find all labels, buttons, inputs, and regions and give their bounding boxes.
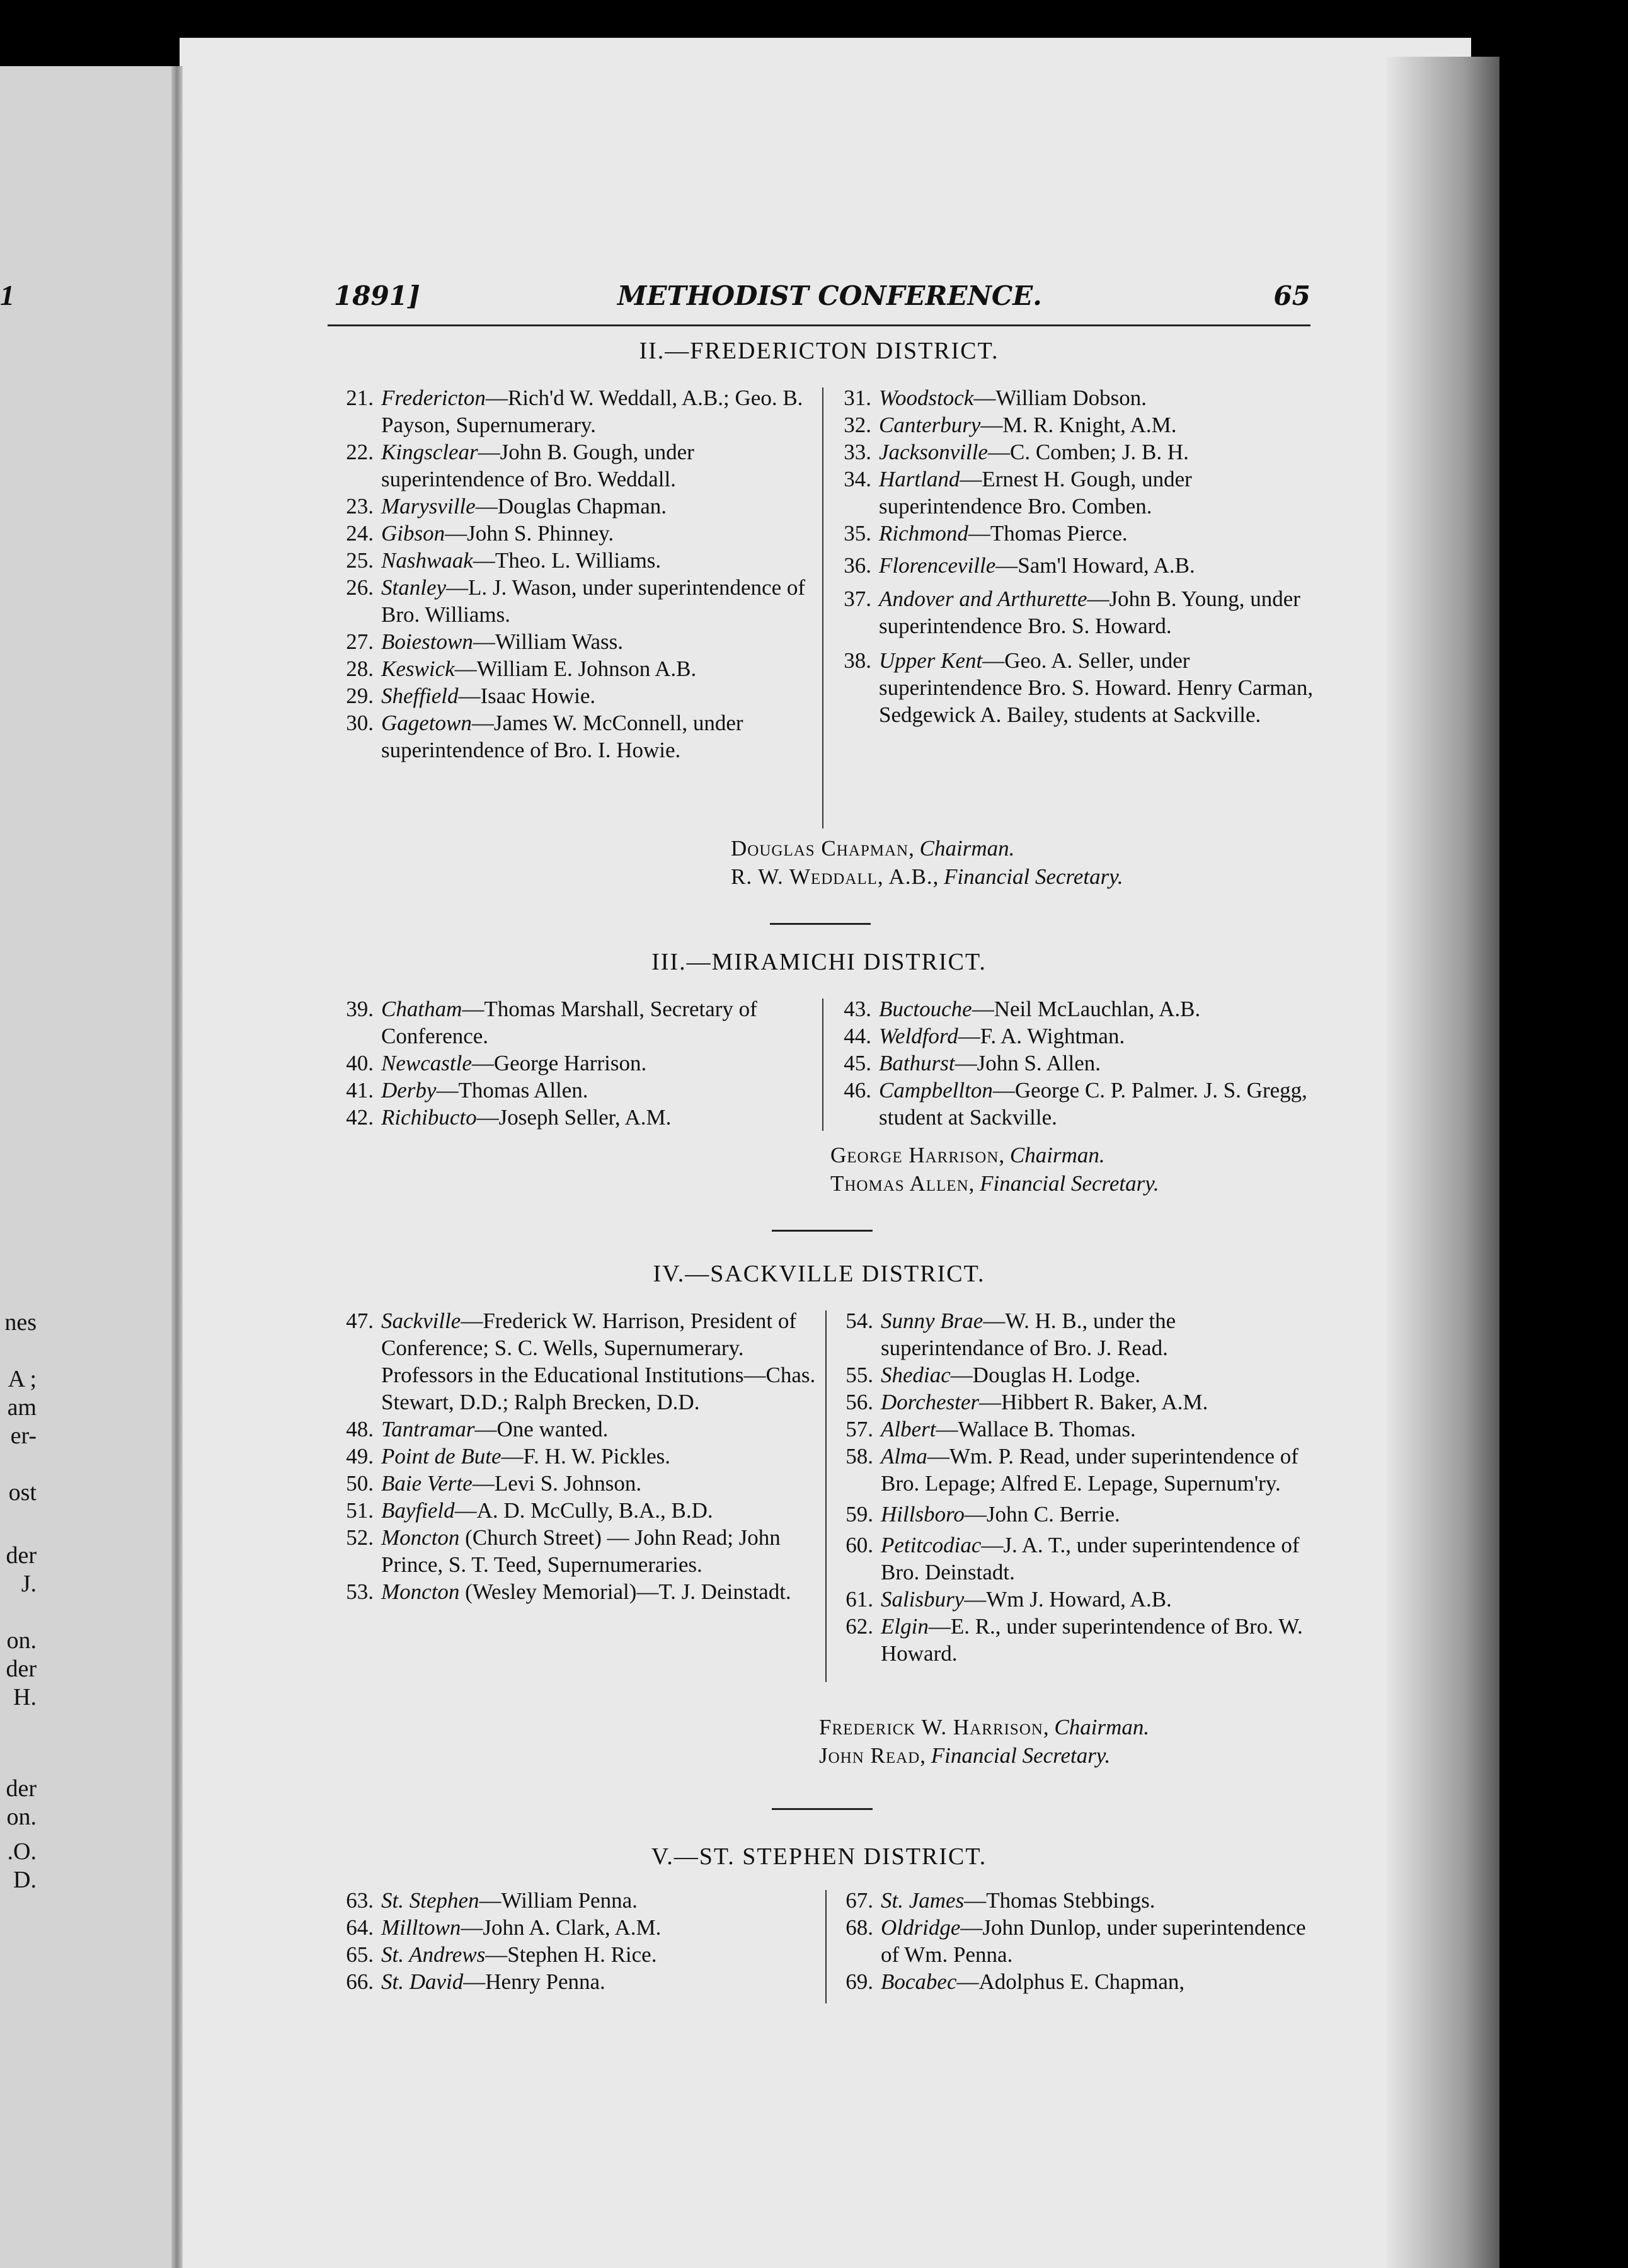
circuit-entry: 42. Richibucto—Joseph Seller, A.M. [346, 1105, 672, 1130]
left-fragment: J. [21, 1571, 37, 1597]
section-rule [772, 1230, 873, 1232]
chairman-signature: Frederick W. Harrison, Chairman. [819, 1715, 1150, 1739]
column-divider [825, 1890, 827, 2003]
circuit-entry: 56. Dorchester—Hibbert R. Baker, A.M. [846, 1390, 1208, 1414]
circuit-entry: 52. Moncton (Church Street) — John Read; John Prince, S. T. Teed, Supernumeraries. [346, 1525, 781, 1577]
circuit-entry: 47. Sackville—Frederick W. Harrison, President of Conference; S. C. Wells, Supernumerary. Professors in the Educational Institutions—Chas. Stewart, D.D.; Ralph Brecken, D.D. [346, 1309, 816, 1414]
circuit-entry: 44. Weldford—F. A. Wightman. [844, 1024, 1125, 1048]
binding-gutter [171, 66, 183, 2268]
circuit-entry: 26. Stanley—L. J. Wason, under superintendence of Bro. Williams. [346, 575, 806, 627]
secretary-signature: John Read, Financial Secretary. [819, 1743, 1111, 1768]
district-title: II.—FREDERICTON DISTRICT. [639, 338, 999, 364]
circuit-entry: 61. Salisbury—Wm J. Howard, A.B. [846, 1587, 1172, 1612]
circuit-entry: 33. Jacksonville—C. Comben; J. B. H. [844, 440, 1189, 464]
circuit-entry: 40. Newcastle—George Harrison. [346, 1051, 647, 1075]
header-year: 1891] [334, 280, 420, 311]
left-fragment: der [6, 1656, 37, 1682]
circuit-entry: 29. Sheffield—Isaac Howie. [346, 684, 596, 708]
circuit-entry: 50. Baie Verte—Levi S. Johnson. [346, 1471, 642, 1496]
circuit-entry: 46. Campbellton—George C. P. Palmer. J. S. Gregg, student at Sackville. [844, 1078, 1307, 1130]
column-divider [822, 387, 823, 828]
district-right-column [830, 1307, 1317, 1667]
left-page-edge [0, 66, 180, 2268]
circuit-entry: 55. Shediac—Douglas H. Lodge. [846, 1363, 1141, 1387]
circuit-entry: 22. Kingsclear—John B. Gough, under superintendence of Bro. Weddall. [346, 440, 694, 491]
circuit-entry: 68. Oldridge—John Dunlop, under superintendence of Wm. Penna. [846, 1915, 1306, 1967]
left-fragment: D. [13, 1867, 37, 1893]
district-left-column [331, 384, 816, 764]
circuit-entry: 53. Moncton (Wesley Memorial)—T. J. Deinstadt. [346, 1579, 791, 1604]
district-title: IV.—SACKVILLE DISTRICT. [653, 1261, 985, 1287]
circuit-entry: 34. Hartland—Ernest H. Gough, under superintendence Bro. Comben. [844, 467, 1192, 518]
circuit-entry: 27. Boiestown—William Wass. [346, 629, 623, 654]
left-fragment: A ; [8, 1366, 37, 1392]
circuit-entry: 57. Albert—Wallace B. Thomas. [846, 1417, 1136, 1441]
circuit-entry: 51. Bayfield—A. D. McCully, B.A., B.D. [346, 1498, 713, 1523]
secretary-signature: Thomas Allen, Financial Secretary. [830, 1171, 1159, 1196]
left-fragment: on. [6, 1804, 37, 1830]
district-right-column [830, 1887, 1317, 1995]
page-curl-shadow [1386, 57, 1499, 2268]
header-rule [328, 324, 1310, 326]
left-fragment: am [7, 1394, 37, 1421]
left-fragment: 1 [0, 279, 14, 311]
circuit-entry: 58. Alma—Wm. P. Read, under superintendence of Bro. Lepage; Alfred E. Lepage, Supernum'ry. [846, 1444, 1298, 1496]
district-left-column [331, 995, 816, 1131]
page-number: 65 [1273, 280, 1310, 311]
district-right-column [828, 384, 1317, 728]
district-left-column [331, 1887, 822, 1995]
circuit-entry: 38. Upper Kent—Geo. A. Seller, under superintendence Bro. S. Howard. Henry Carman, Sedgewick A. Bailey, students at Sackville. [844, 648, 1314, 727]
circuit-entry: 60. Petitcodiac—J. A. T., under superintendence of Bro. Deinstadt. [846, 1533, 1300, 1584]
district-right-column [828, 995, 1317, 1131]
circuit-entry: 41. Derby—Thomas Allen. [346, 1078, 588, 1102]
circuit-entry: 21. Fredericton—Rich'd W. Weddall, A.B.; Geo. B. Payson, Supernumerary. [346, 386, 803, 437]
district-title: III.—MIRAMICHI DISTRICT. [651, 949, 987, 975]
circuit-entry: 25. Nashwaak—Theo. L. Williams. [346, 548, 662, 573]
left-fragment: nes [4, 1309, 37, 1336]
circuit-entry: 69. Bocabec—Adolphus E. Chapman, [846, 1969, 1185, 1994]
circuit-entry: 24. Gibson—John S. Phinney. [346, 521, 614, 546]
circuit-entry: 48. Tantramar—One wanted. [346, 1417, 609, 1441]
circuit-entry: 30. Gagetown—James W. McConnell, under superintendence of Bro. I. Howie. [346, 711, 743, 762]
left-fragment: der [6, 1542, 37, 1569]
circuit-entry: 39. Chatham—Thomas Marshall, Secretary of Conference. [346, 997, 757, 1048]
circuit-entry: 67. St. James—Thomas Stebbings. [846, 1888, 1155, 1913]
circuit-entry: 23. Marysville—Douglas Chapman. [346, 494, 667, 518]
left-fragment: der [6, 1775, 37, 1802]
left-fragment: H. [13, 1684, 37, 1710]
section-rule [770, 923, 871, 925]
circuit-entry: 35. Richmond—Thomas Pierce. [844, 521, 1128, 546]
circuit-entry: 63. St. Stephen—William Penna. [346, 1888, 638, 1913]
circuit-entry: 45. Bathurst—John S. Allen. [844, 1051, 1101, 1075]
running-header [328, 280, 1310, 318]
left-fragment: er- [10, 1423, 37, 1449]
chairman-signature: Douglas Chapman, Chairman. [731, 836, 1015, 861]
circuit-entry: 62. Elgin—E. R., under superintendence of Bro. W. Howard. [846, 1614, 1303, 1666]
chairman-signature: George Harrison, Chairman. [830, 1143, 1105, 1167]
circuit-entry: 65. St. Andrews—Stephen H. Rice. [346, 1942, 657, 1967]
left-fragment: on. [6, 1627, 37, 1654]
district-title: V.—ST. STEPHEN DISTRICT. [651, 1843, 987, 1870]
circuit-entry: 36. Florenceville—Sam'l Howard, A.B. [844, 553, 1195, 578]
column-divider [825, 1310, 827, 1682]
circuit-entry: 43. Buctouche—Neil McLauchlan, A.B. [844, 997, 1201, 1021]
header-title: METHODIST CONFERENCE. [617, 280, 1042, 311]
circuit-entry: 49. Point de Bute—F. H. W. Pickles. [346, 1444, 670, 1469]
circuit-entry: 66. St. David—Henry Penna. [346, 1969, 605, 1994]
circuit-entry: 59. Hillsboro—John C. Berrie. [846, 1502, 1120, 1526]
circuit-entry: 28. Keswick—William E. Johnson A.B. [346, 656, 697, 681]
column-divider [822, 999, 823, 1131]
circuit-entry: 37. Andover and Arthurette—John B. Young, under superintendence Bro. S. Howard. [844, 587, 1300, 638]
circuit-entry: 31. Woodstock—William Dobson. [844, 386, 1147, 410]
circuit-entry: 64. Milltown—John A. Clark, A.M. [346, 1915, 662, 1940]
section-rule [772, 1808, 873, 1810]
circuit-entry: 54. Sunny Brae—W. H. B., under the superintendance of Bro. J. Read. [846, 1309, 1176, 1360]
circuit-entry: 32. Canterbury—M. R. Knight, A.M. [844, 413, 1177, 437]
left-fragment: ost [8, 1479, 37, 1506]
left-fragment: .O. [7, 1838, 37, 1865]
district-left-column [331, 1307, 822, 1605]
secretary-signature: R. W. Weddall, A.B., Financial Secretary. [731, 864, 1123, 889]
